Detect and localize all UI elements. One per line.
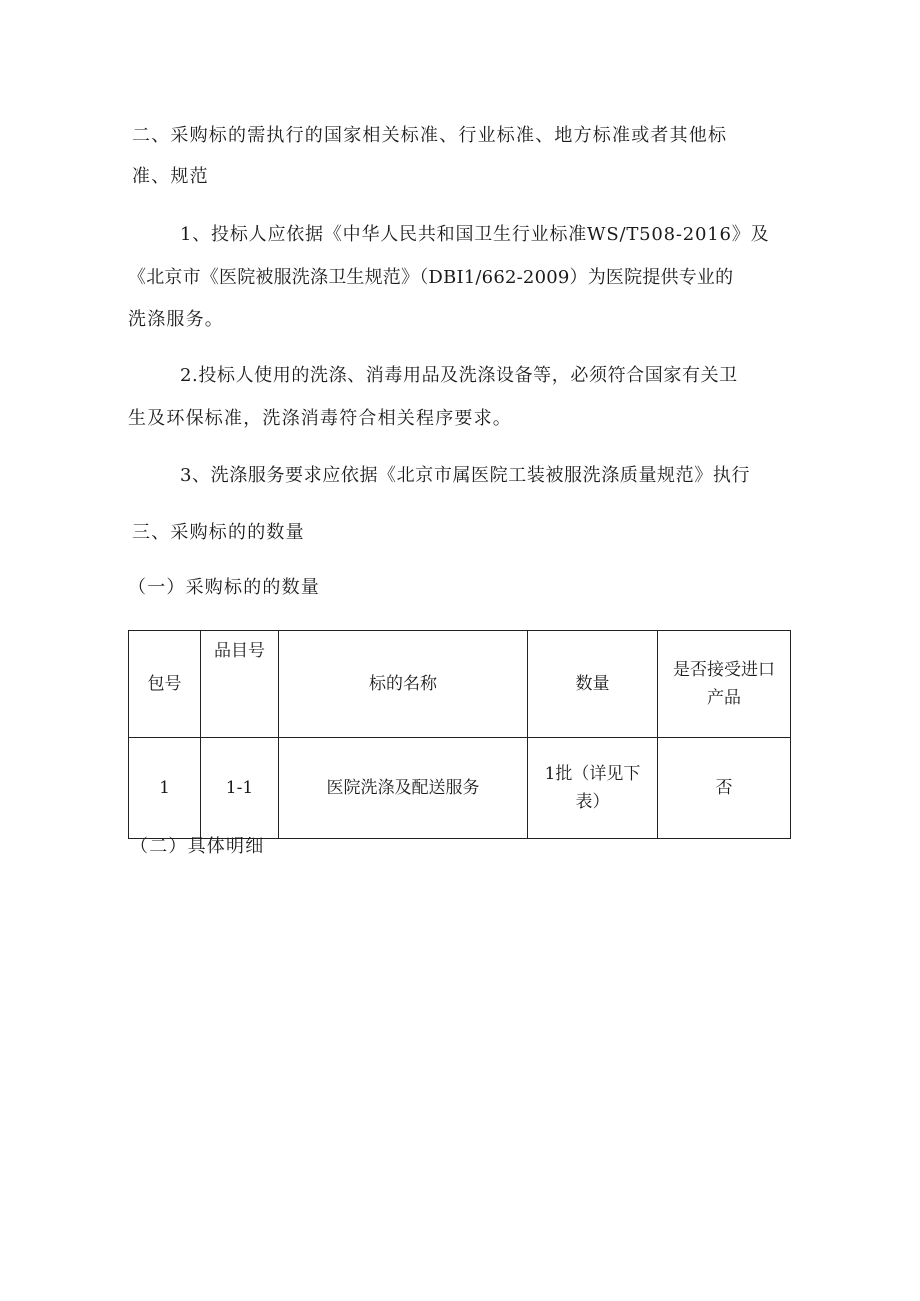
table-row bbox=[129, 738, 791, 839]
section3-sub1: （一）采购标的的数量 bbox=[128, 577, 320, 598]
header-name: 标的名称 bbox=[279, 631, 528, 738]
item2-line2: 生及环保标准，洗涤消毒符合相关程序要求。 bbox=[128, 408, 512, 429]
item1-line1: 1、投标人应依据《中华人民共和国卫生行业标准WS/T508-2016》及 bbox=[180, 224, 770, 245]
item3-line1: 3、洗涤服务要求应依据《北京市属医院工装被服洗涤质量规范》执行 bbox=[180, 465, 751, 486]
cell-import: 否 bbox=[658, 738, 791, 839]
item2-line1: 2.投标人使用的洗涤、消毒用品及洗涤设备等，必须符合国家有关卫 bbox=[180, 365, 738, 386]
cell-package: 1 bbox=[129, 738, 201, 839]
header-item-no: 品目号 bbox=[201, 631, 279, 738]
section3-sub2: （二）具体明细 bbox=[130, 836, 265, 857]
cell-name: 医院洗涤及配送服务 bbox=[279, 738, 528, 839]
section2-heading-line2: 准、规范 bbox=[132, 166, 209, 187]
section3-heading: 三、采购标的的数量 bbox=[132, 522, 305, 543]
quantity-table bbox=[128, 630, 791, 839]
header-quantity: 数量 bbox=[528, 631, 658, 738]
table-header-row bbox=[129, 631, 791, 738]
cell-quantity: 1批（详见下 表） bbox=[528, 738, 658, 839]
header-package: 包号 bbox=[129, 631, 201, 738]
item1-line3: 洗涤服务。 bbox=[128, 309, 224, 330]
section2-heading-line1: 二、采购标的需执行的国家相关标准、行业标准、地方标准或者其他标 bbox=[132, 125, 728, 146]
cell-item-no: 1-1 bbox=[201, 738, 279, 839]
item1-line2: 《北京市《医院被服洗涤卫生规范》（DBI1/662-2009）为医院提供专业的 bbox=[128, 267, 734, 288]
header-import: 是否接受进口 产品 bbox=[658, 631, 791, 738]
